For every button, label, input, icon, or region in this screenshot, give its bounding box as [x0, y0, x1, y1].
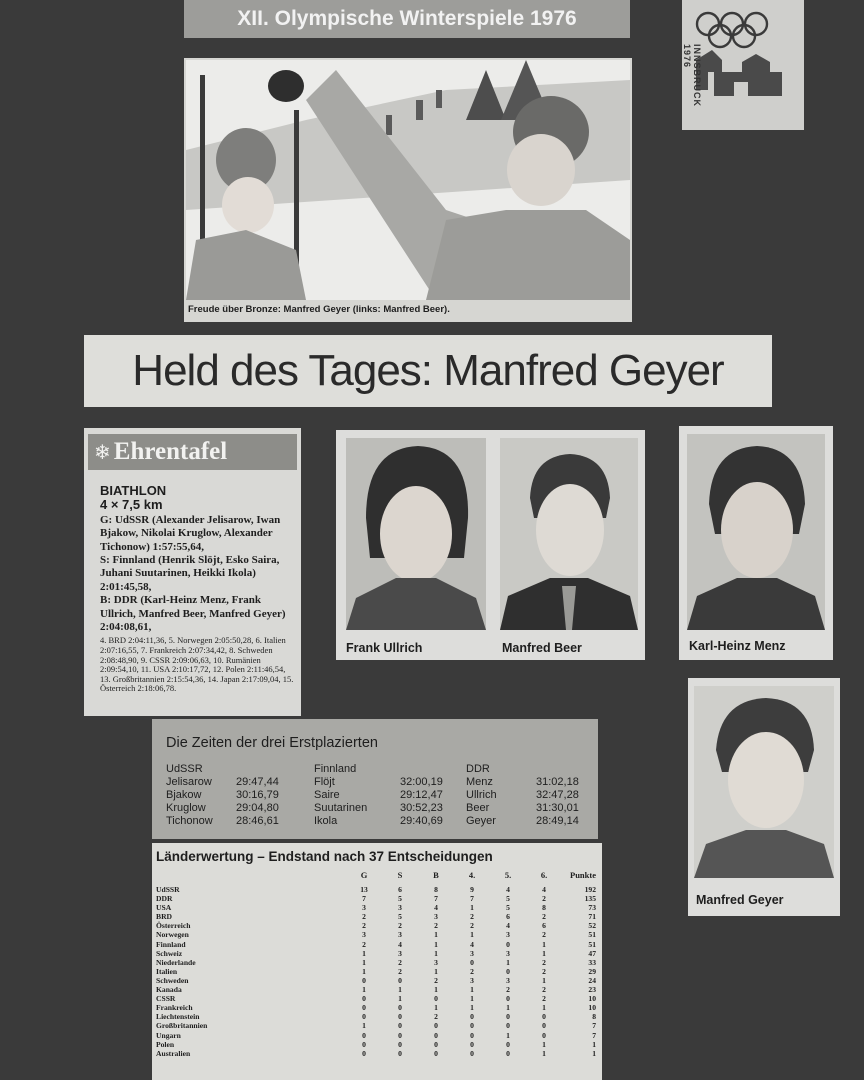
portrait-name: Manfred Beer [502, 641, 582, 655]
value-cell: 1 [542, 1003, 546, 1013]
athlete-time: 29:40,69 [400, 815, 443, 827]
value-cell: 1 [398, 994, 402, 1004]
value-cell: 9 [470, 885, 474, 894]
value-cell: 0 [398, 1021, 402, 1031]
value-cell: 10 [588, 994, 596, 1004]
country-cell: Australien [156, 1048, 191, 1058]
value-cell: 4 [434, 903, 438, 913]
col-header: B [433, 870, 439, 881]
value-cell: 1 [434, 966, 438, 976]
value-cell: 2 [542, 994, 546, 1004]
headline: Held des Tages: Manfred Geyer [132, 346, 724, 395]
value-cell: 6 [506, 912, 510, 922]
value-cell: 3 [398, 930, 402, 940]
value-cell: 0 [542, 1021, 546, 1031]
ehrentafel-body [100, 484, 296, 694]
country-cell: USA [156, 903, 172, 913]
value-cell: 1 [542, 1039, 546, 1049]
athlete-time: 30:52,23 [400, 802, 443, 814]
value-cell: 5 [506, 903, 510, 913]
value-cell: 13 [360, 885, 368, 894]
value-cell: 0 [506, 1039, 510, 1049]
times-title: Die Zeiten der drei Erstplazierten [166, 735, 378, 751]
value-cell: 2 [470, 966, 474, 976]
main-photo [184, 58, 632, 322]
table-row [156, 1040, 600, 1049]
athlete-time: 32:47,28 [536, 789, 579, 801]
table-row [156, 903, 600, 912]
value-cell: 2 [362, 912, 366, 922]
value-cell: 0 [398, 1039, 402, 1049]
value-cell: 6 [398, 885, 402, 894]
value-cell: 0 [398, 1012, 402, 1022]
country-cell: Niederlande [156, 957, 196, 967]
value-cell: 0 [434, 1021, 438, 1031]
country-cell: BRD [156, 912, 173, 922]
country-cell: Norwegen [156, 930, 189, 940]
athlete-name: Suutarinen [314, 802, 368, 814]
value-cell: 4 [506, 921, 510, 931]
athlete-time: 30:16,79 [236, 789, 279, 801]
value-cell: 1 [362, 957, 366, 967]
olympic-logo [682, 0, 804, 130]
value-cell: 2 [398, 966, 402, 976]
value-cell: 0 [470, 1048, 474, 1058]
table-row [156, 912, 600, 921]
value-cell: 1 [470, 903, 474, 913]
value-cell: 24 [588, 975, 596, 985]
value-cell: 1 [542, 948, 546, 958]
value-cell: 2 [470, 921, 474, 931]
athlete-name: Menz [466, 776, 493, 788]
value-cell: 0 [362, 975, 366, 985]
athlete-time: 32:00,19 [400, 776, 443, 788]
headline-clipping [84, 335, 772, 407]
athlete-time: 28:49,14 [536, 815, 579, 827]
value-cell: 0 [434, 994, 438, 1004]
value-cell: 3 [362, 930, 366, 940]
value-cell: 29 [588, 966, 596, 976]
col-header [156, 867, 346, 885]
times-group [166, 763, 279, 828]
value-cell: 192 [584, 885, 596, 894]
value-cell: 1 [506, 957, 510, 967]
country-cell: Liechtenstein [156, 1012, 200, 1022]
value-cell: 0 [506, 1021, 510, 1031]
value-cell: 4 [506, 885, 510, 894]
value-cell: 3 [506, 975, 510, 985]
value-cell: 1 [470, 985, 474, 995]
value-cell: 0 [506, 966, 510, 976]
col-header: S [397, 870, 403, 881]
country-cell: Ungarn [156, 1030, 181, 1040]
value-cell: 0 [398, 1030, 402, 1040]
athlete-name: Beer [466, 802, 490, 814]
value-cell: 1 [470, 994, 474, 1004]
value-cell: 1 [592, 1039, 596, 1049]
portrait-photo [687, 434, 825, 630]
country-cell: Schweiz [156, 948, 183, 958]
photo-caption: Freude über Bronze: Manfred Geyer (links: Manfred Beer). [188, 304, 450, 315]
value-cell: 0 [434, 1030, 438, 1040]
value-cell: 0 [398, 1048, 402, 1058]
value-cell: 2 [398, 957, 402, 967]
value-cell: 7 [434, 894, 438, 904]
value-cell: 0 [506, 1012, 510, 1022]
value-cell: 1 [506, 1030, 510, 1040]
discipline: 4 × 7,5 km [100, 497, 163, 513]
value-cell: 73 [588, 903, 596, 913]
value-cell: 0 [362, 1039, 366, 1049]
value-cell: 1 [470, 1003, 474, 1013]
table-row [156, 1003, 600, 1012]
value-cell: 1 [362, 948, 366, 958]
standings-table [156, 867, 600, 1058]
athlete-name: Jelisarow [166, 776, 212, 788]
portrait-photo [694, 686, 834, 878]
value-cell: 3 [506, 948, 510, 958]
value-cell: 52 [588, 921, 596, 931]
col-header: Punkte [570, 870, 596, 881]
athlete-time: 29:04,80 [236, 802, 279, 814]
value-cell: 0 [470, 1021, 474, 1031]
value-cell: 2 [362, 939, 366, 949]
value-cell: 0 [398, 1003, 402, 1013]
table-row [156, 1049, 600, 1058]
value-cell: 0 [506, 1048, 510, 1058]
country-cell: Kanada [156, 985, 182, 995]
value-cell: 2 [398, 921, 402, 931]
value-cell: 2 [434, 1012, 438, 1022]
value-cell: 1 [362, 966, 366, 976]
value-cell: 135 [584, 894, 596, 904]
value-cell: 23 [588, 985, 596, 995]
athlete-time: 28:46,61 [236, 815, 279, 827]
value-cell: 47 [588, 948, 596, 958]
table-row [156, 985, 600, 994]
athlete-name: Geyer [466, 815, 496, 827]
value-cell: 0 [470, 1030, 474, 1040]
value-cell: 7 [470, 894, 474, 904]
table-row [156, 921, 600, 930]
table-row [156, 885, 600, 894]
country-cell: Österreich [156, 921, 191, 931]
value-cell: 1 [542, 975, 546, 985]
value-cell: 2 [434, 921, 438, 931]
portrait-card [688, 678, 840, 916]
table-row [156, 967, 600, 976]
times-group [466, 763, 579, 828]
snowflake-icon: ❄ [94, 441, 111, 464]
value-cell: 2 [542, 985, 546, 995]
table-row [156, 930, 600, 939]
value-cell: 0 [362, 1003, 366, 1013]
value-cell: 0 [434, 1039, 438, 1049]
value-cell: 5 [398, 912, 402, 922]
result-gold: G: UdSSR (Alexander Jelisarow, Iwan Bjakow, Nikolai Kruglow, Alexander Tichonow) 1:57:55,64, [100, 513, 281, 553]
country-cell: Finnland [156, 939, 186, 949]
value-cell: 8 [592, 1012, 596, 1022]
table-row [156, 949, 600, 958]
value-cell: 0 [542, 1030, 546, 1040]
athlete-name: Kruglow [166, 802, 206, 814]
portrait-photo [346, 438, 486, 630]
athlete-name: Ullrich [466, 789, 497, 801]
value-cell: 2 [542, 912, 546, 922]
value-cell: 2 [470, 912, 474, 922]
country-cell: CSSR [156, 994, 176, 1004]
result-silver: S: Finnland (Henrik Slöjt, Esko Saira, Juhani Suutarinen, Heikki Ikola) 2:01:45,58, [100, 554, 280, 593]
value-cell: 2 [434, 975, 438, 985]
value-cell: 51 [588, 930, 596, 940]
portrait-name: Frank Ullrich [346, 641, 423, 655]
value-cell: 0 [470, 1012, 474, 1022]
value-cell: 71 [588, 912, 596, 922]
value-cell: 1 [434, 948, 438, 958]
table-row [156, 994, 600, 1003]
col-header: 5. [504, 870, 512, 881]
value-cell: 0 [362, 994, 366, 1004]
athlete-name: Flöjt [314, 776, 335, 788]
value-cell: 0 [362, 1030, 366, 1040]
value-cell: 1 [434, 930, 438, 940]
value-cell: 6 [542, 921, 546, 931]
photo-image [186, 60, 630, 300]
table-row [156, 894, 600, 903]
value-cell: 1 [398, 985, 402, 995]
athlete-name: Ikola [314, 815, 338, 827]
times-country: DDR [466, 763, 490, 775]
col-header: 4. [468, 870, 476, 881]
value-cell: 0 [470, 957, 474, 967]
athlete-time: 29:47,44 [236, 776, 279, 788]
athlete-time: 31:02,18 [536, 776, 579, 788]
value-cell: 33 [588, 957, 596, 967]
value-cell: 0 [398, 975, 402, 985]
value-cell: 0 [542, 1012, 546, 1022]
banner-title: XII. Olympische Winterspiele 1976 [184, 0, 630, 38]
result-rest: 4. BRD 2:04:11,36, 5. Norwegen 2:05:50,28, 6. Italien 2:07:16,55, 7. Frankreich 2:07:34,42, 8. Schweden 2:08:48,90, 9. CSSR 2:09:06,63, 10. Rumänien 2:09:54,10, 11. USA 2:10:17,72, 12. Polen 2:11:46,54, 13. Großbritannien 2:15:54,36, 14. Japan 2:17:09,04, 15. Österreich 2:18:06,78. [100, 635, 294, 694]
ehrentafel-title: Ehrentafel [113, 438, 228, 465]
value-cell: 1 [434, 985, 438, 995]
table-row [156, 1031, 600, 1040]
table-row [156, 1012, 600, 1021]
country-cell: UdSSR [156, 885, 180, 894]
value-cell: 0 [362, 1012, 366, 1022]
result-bronze: B: DDR (Karl-Heinz Menz, Frank Ullrich, Manfred Beer, Manfred Geyer) 2:04:08,61, [100, 594, 286, 634]
portrait-name: Karl-Heinz Menz [689, 639, 786, 653]
value-cell: 7 [362, 894, 366, 904]
value-cell: 0 [506, 994, 510, 1004]
ehrentafel-header [88, 434, 297, 470]
col-header: G [360, 870, 368, 881]
value-cell: 0 [434, 1048, 438, 1058]
value-cell: 2 [362, 921, 366, 931]
value-cell: 3 [434, 912, 438, 922]
athlete-time: 29:12,47 [400, 789, 443, 801]
value-cell: 5 [398, 894, 402, 904]
value-cell: 8 [434, 885, 438, 894]
value-cell: 4 [542, 885, 546, 894]
country-cell: Schweden [156, 975, 189, 985]
athlete-name: Bjakow [166, 789, 202, 801]
value-cell: 7 [592, 1021, 596, 1031]
sport-name: BIATHLON [100, 483, 167, 498]
value-cell: 5 [506, 894, 510, 904]
value-cell: 4 [398, 939, 402, 949]
table-row [156, 940, 600, 949]
value-cell: 0 [506, 939, 510, 949]
value-cell: 1 [542, 939, 546, 949]
portrait-photo [500, 438, 638, 630]
value-cell: 2 [542, 930, 546, 940]
col-header: 6. [540, 870, 548, 881]
value-cell: 51 [588, 939, 596, 949]
value-cell: 3 [398, 903, 402, 913]
country-cell: Frankreich [156, 1003, 193, 1013]
portrait-card-pair [336, 430, 645, 660]
portrait-card [679, 426, 833, 660]
standings-title: Länderwertung – Endstand nach 37 Entscheidungen [156, 849, 493, 864]
value-cell: 4 [470, 939, 474, 949]
value-cell: 10 [588, 1003, 596, 1013]
value-cell: 3 [506, 930, 510, 940]
country-cell: Großbritannien [156, 1021, 208, 1031]
value-cell: 2 [506, 985, 510, 995]
country-cell: DDR [156, 894, 173, 904]
country-cell: Italien [156, 966, 178, 976]
standings-header-row [156, 867, 600, 885]
portrait-name: Manfred Geyer [696, 893, 784, 907]
ehrentafel-clipping [84, 428, 301, 716]
table-row [156, 976, 600, 985]
value-cell: 3 [434, 957, 438, 967]
country-cell: Polen [156, 1039, 175, 1049]
value-cell: 1 [434, 1003, 438, 1013]
value-cell: 2 [542, 966, 546, 976]
table-row [156, 1021, 600, 1030]
value-cell: 1 [592, 1048, 596, 1058]
times-clipping [152, 719, 598, 839]
value-cell: 2 [542, 957, 546, 967]
times-group [314, 763, 443, 828]
standings-clipping [152, 843, 602, 1080]
value-cell: 1 [434, 939, 438, 949]
value-cell: 1 [362, 985, 366, 995]
value-cell: 0 [470, 1039, 474, 1049]
value-cell: 0 [362, 1048, 366, 1058]
value-cell: 7 [592, 1030, 596, 1040]
value-cell: 3 [470, 975, 474, 985]
athlete-time: 31:30,01 [536, 802, 579, 814]
value-cell: 2 [542, 894, 546, 904]
athlete-name: Tichonow [166, 815, 213, 827]
value-cell: 8 [542, 903, 546, 913]
logo-text: INNSBRUCK 1976 [682, 44, 702, 107]
value-cell: 3 [398, 948, 402, 958]
value-cell: 3 [470, 948, 474, 958]
times-country: UdSSR [166, 763, 203, 775]
times-country: Finnland [314, 763, 357, 775]
value-cell: 3 [362, 903, 366, 913]
value-cell: 1 [362, 1021, 366, 1031]
athlete-name: Saire [314, 789, 340, 801]
value-cell: 1 [506, 1003, 510, 1013]
table-row [156, 958, 600, 967]
value-cell: 1 [542, 1048, 546, 1058]
value-cell: 1 [470, 930, 474, 940]
